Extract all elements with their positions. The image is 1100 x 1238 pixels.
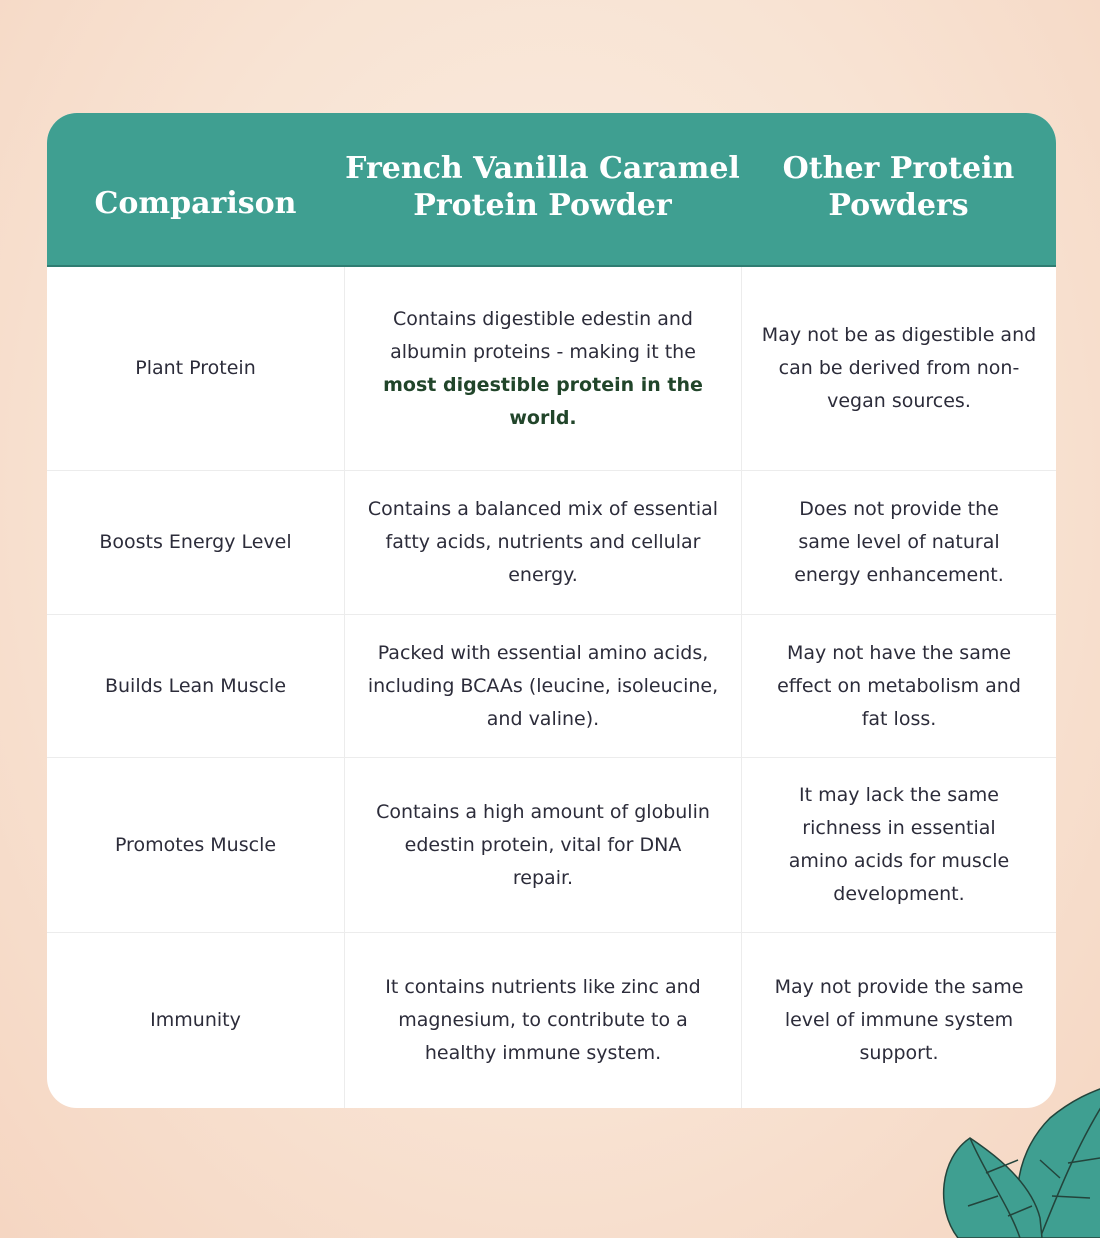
row-label: Plant Protein	[135, 357, 256, 379]
table-header	[47, 113, 1056, 267]
table-row	[47, 758, 1056, 933]
row-label: Immunity	[150, 1009, 241, 1031]
comparison-table	[47, 113, 1056, 1108]
other-cell: May not provide the same level of immune system support.	[741, 933, 1056, 1108]
header-comparison: Comparison	[94, 185, 297, 221]
product-text: Contains digestible edestin and albumin proteins - making it the	[390, 307, 696, 363]
table-row	[47, 933, 1056, 1108]
table-row	[47, 267, 1056, 471]
row-label: Boosts Energy Level	[99, 531, 292, 553]
table-row	[47, 615, 1056, 758]
other-cell: Does not provide the same level of natural energy enhancement.	[741, 471, 1056, 614]
leaf-icon	[940, 1078, 1100, 1238]
table-row	[47, 471, 1056, 615]
other-cell: May not have the same effect on metabolism and fat loss.	[741, 615, 1056, 757]
other-cell: May not be as digestible and can be derived from non-vegan sources.	[741, 267, 1056, 470]
other-cell: It may lack the same richness in essential amino acids for muscle development.	[741, 758, 1056, 932]
product-cell: Contains a balanced mix of essential fatty acids, nutrients and cellular energy.	[344, 471, 741, 614]
product-cell: It contains nutrients like zinc and magnesium, to contribute to a healthy immune system.	[344, 933, 741, 1108]
row-label: Promotes Muscle	[114, 833, 277, 856]
header-product: French Vanilla Caramel Protein Powder	[345, 151, 740, 223]
product-cell: Contains a high amount of globulin edestin protein, vital for DNA repair.	[344, 758, 741, 932]
product-cell	[344, 267, 741, 470]
row-label: Builds Lean Muscle	[104, 674, 287, 697]
header-other: Other Protein Powders	[782, 151, 1015, 223]
highlight-text: most digestible protein in the world.	[383, 373, 703, 429]
product-cell: Packed with essential amino acids, including BCAAs (leucine, isoleucine, and valine).	[344, 615, 741, 757]
